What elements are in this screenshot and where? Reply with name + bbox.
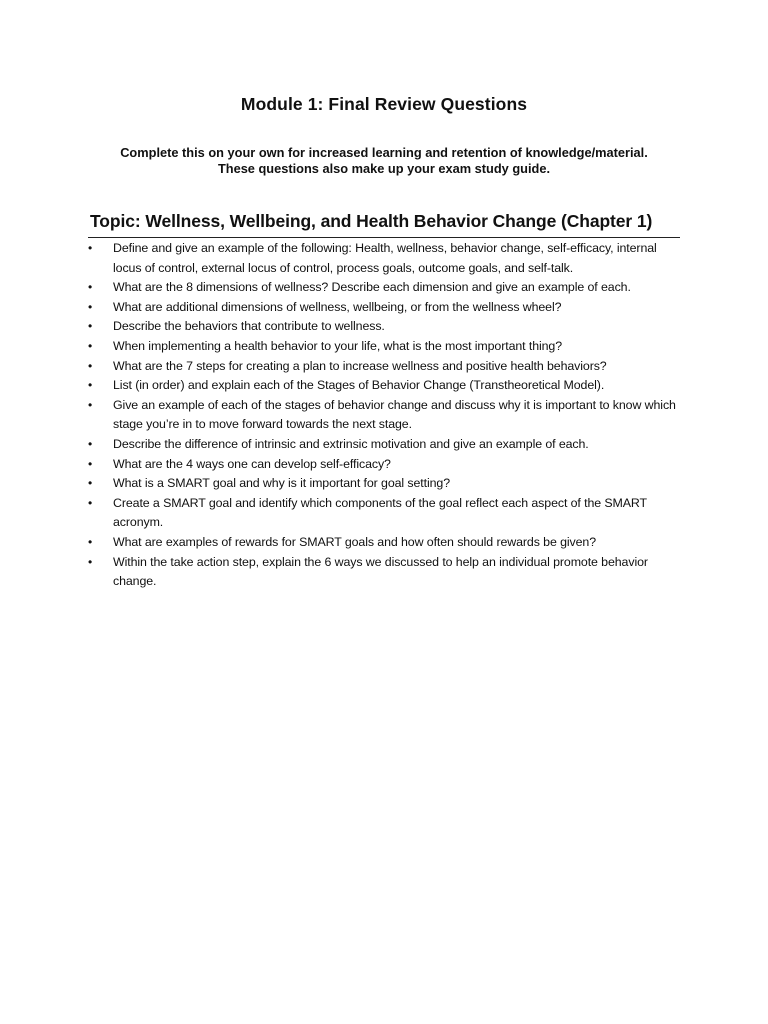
bullet-icon: • (88, 436, 93, 451)
bullet-icon: • (88, 378, 93, 393)
question-text: Describe the behaviors that contribute to wellness. (113, 319, 385, 334)
question-text: What are examples of rewards for SMART goals and how often should rewards be given? (113, 534, 596, 549)
bullet-icon: • (88, 358, 93, 373)
question-item (88, 494, 684, 533)
question-item (88, 278, 684, 298)
question-item (88, 337, 684, 357)
question-text: Within the take action step, explain the 6 ways we discussed to help an individual promote behavior change. (113, 554, 648, 589)
question-item (88, 455, 684, 475)
bullet-icon: • (88, 534, 93, 549)
bullet-icon: • (88, 299, 93, 314)
question-text: Create a SMART goal and identify which components of the goal reflect each aspect of the SMART acronym. (113, 495, 647, 530)
bullet-icon: • (88, 456, 93, 471)
bullet-icon: • (88, 476, 93, 491)
bullet-icon: • (88, 280, 93, 295)
bullet-icon: • (88, 495, 93, 510)
question-text: List (in order) and explain each of the Stages of Behavior Change (Transtheoretical Model). (113, 378, 605, 393)
question-item (88, 553, 684, 592)
question-item (88, 396, 684, 435)
question-text: What is a SMART goal and why is it important for goal setting? (113, 476, 450, 491)
instruction-line: These questions also make up your exam study guide. (217, 160, 551, 176)
bullet-icon: • (88, 241, 93, 255)
question-text: What are the 7 steps for creating a plan to increase wellness and positive health behaviors? (113, 358, 607, 373)
topic-underline (88, 237, 680, 238)
bullet-icon: • (88, 338, 93, 353)
page-title: Module 1: Final Review Questions (240, 94, 528, 114)
question-list (88, 239, 684, 592)
topic-heading: Topic: Wellness, Wellbeing, and Health Behavior Change (Chapter 1) (90, 211, 653, 231)
question-text: What are additional dimensions of wellness, wellbeing, or from the wellness wheel? (113, 299, 562, 314)
question-text: What are the 4 ways one can develop self-efficacy? (113, 456, 391, 471)
bullet-icon: • (88, 397, 93, 412)
instructions (60, 145, 708, 176)
bullet-icon: • (88, 554, 93, 569)
question-item (88, 533, 684, 553)
question-text: When implementing a health behavior to your life, what is the most important thing? (113, 338, 563, 353)
question-text: Describe the difference of intrinsic and extrinsic motivation and give an example of each. (113, 436, 589, 451)
question-item (88, 376, 684, 396)
question-item (88, 435, 684, 455)
instruction-line: Complete this on your own for increased learning and retention of knowledge/material. (120, 145, 648, 160)
question-item (88, 474, 684, 494)
question-item (88, 357, 684, 377)
question-text: Give an example of each of the stages of behavior change and discuss why it is important to know which stage you’re in to move forward towards the next stage. (113, 397, 676, 432)
question-item (88, 239, 684, 278)
question-item (88, 317, 684, 337)
question-text: What are the 8 dimensions of wellness? Describe each dimension and give an example of each. (113, 280, 631, 295)
bullet-icon: • (88, 319, 93, 334)
question-item (88, 298, 684, 318)
question-text: Define and give an example of the following: Health, wellness, behavior change, self-efficacy, internal locus of control, external locus of control, process goals, outcome goals, and self-talk. (113, 241, 657, 275)
